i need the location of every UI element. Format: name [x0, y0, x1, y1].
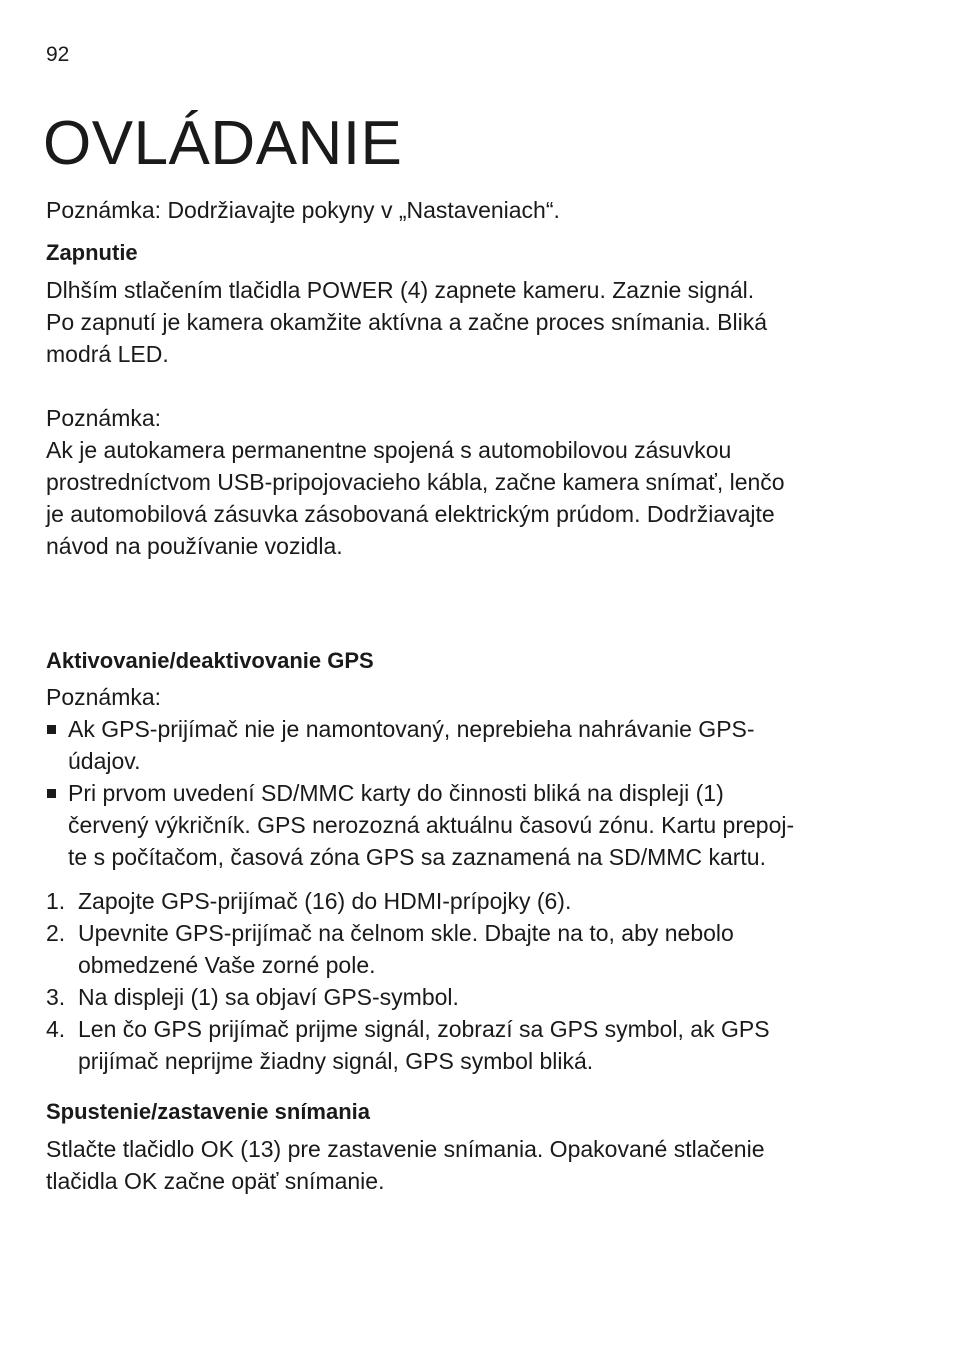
step-line: prijímač neprijme žiadny signál, GPS symbol bliká. — [78, 1048, 594, 1074]
recording-line: Stlačte tlačidlo OK (13) pre zastavenie snímania. Opakované stlačenie — [46, 1136, 765, 1162]
power-line: modrá LED. — [46, 341, 169, 367]
step-line: Upevnite GPS-prijímač na čelnom skle. Dbajte na to, aby nebolo — [78, 920, 734, 946]
section-power-text — [46, 274, 876, 370]
intro-note: Poznámka: Dodržiavajte pokyny v „Nastaveniach“. — [46, 197, 560, 223]
recording-line: tlačidla OK začne opäť snímanie. — [46, 1168, 385, 1194]
power-line: Dlhším stlačením tlačidla POWER (4) zapnete kameru. Zaznie signál. — [46, 277, 755, 303]
list-item — [46, 713, 876, 777]
section-recording-text — [46, 1133, 876, 1197]
page-title: OVLÁDANIE — [43, 109, 403, 178]
section-power — [46, 238, 876, 268]
step-number: 4. — [46, 1016, 66, 1042]
power-note-line: je automobilová zásuvka zásobovaná elektrickým prúdom. Dodržiavajte — [46, 501, 775, 527]
power-note-line: návod na používanie vozidla. — [46, 533, 343, 559]
bullet-line: Ak GPS-prijímač nie je namontovaný, neprebieha nahrávanie GPS- — [68, 716, 755, 742]
square-bullet-icon — [47, 789, 56, 798]
step-line: Na displeji (1) sa objaví GPS-symbol. — [78, 984, 459, 1010]
section-gps-note — [46, 681, 876, 873]
section-recording-heading: Spustenie/zastavenie snímania — [46, 1099, 371, 1124]
square-bullet-icon — [47, 725, 56, 734]
section-recording — [46, 1097, 876, 1127]
power-note-line: Ak je autokamera permanentne spojená s automobilovou zásuvkou — [46, 437, 732, 463]
section-gps-steps — [46, 885, 876, 1077]
list-item — [46, 981, 876, 1013]
step-line: Len čo GPS prijímač prijme signál, zobrazí sa GPS symbol, ak GPS — [78, 1016, 770, 1042]
list-item — [46, 1013, 876, 1077]
step-number: 2. — [46, 920, 66, 946]
gps-step-list — [46, 885, 876, 1077]
section-power-note — [46, 402, 876, 562]
step-line: Zapojte GPS-prijímač (16) do HDMI-prípojky (6). — [78, 888, 572, 914]
section-gps — [46, 646, 876, 676]
section-gps-heading: Aktivovanie/deaktivovanie GPS — [46, 648, 374, 673]
step-number: 3. — [46, 984, 66, 1010]
gps-bullet-list — [46, 713, 876, 873]
list-item — [46, 917, 876, 981]
power-note-line: prostredníctvom USB-pripojovacieho kábla, začne kamera snímať, lenčo — [46, 469, 785, 495]
bullet-line: údajov. — [68, 748, 141, 774]
step-number: 1. — [46, 888, 66, 914]
bullet-line: te s počítačom, časová zóna GPS sa zaznamená na SD/MMC kartu. — [68, 844, 766, 870]
power-note-label: Poznámka: — [46, 405, 162, 431]
gps-note-label: Poznámka: — [46, 684, 162, 710]
section-power-heading: Zapnutie — [46, 240, 138, 265]
list-item — [46, 777, 876, 873]
list-item — [46, 885, 876, 917]
step-line: obmedzené Vaše zorné pole. — [78, 952, 376, 978]
bullet-line: Pri prvom uvedení SD/MMC karty do činnosti bliká na displeji (1) — [68, 780, 724, 806]
bullet-line: červený výkričník. GPS nerozozná aktuálnu časovú zónu. Kartu prepoj- — [68, 812, 795, 838]
page-number: 92 — [46, 43, 70, 66]
power-line: Po zapnutí je kamera okamžite aktívna a začne proces snímania. Bliká — [46, 309, 768, 335]
intro-note-block — [46, 194, 876, 226]
